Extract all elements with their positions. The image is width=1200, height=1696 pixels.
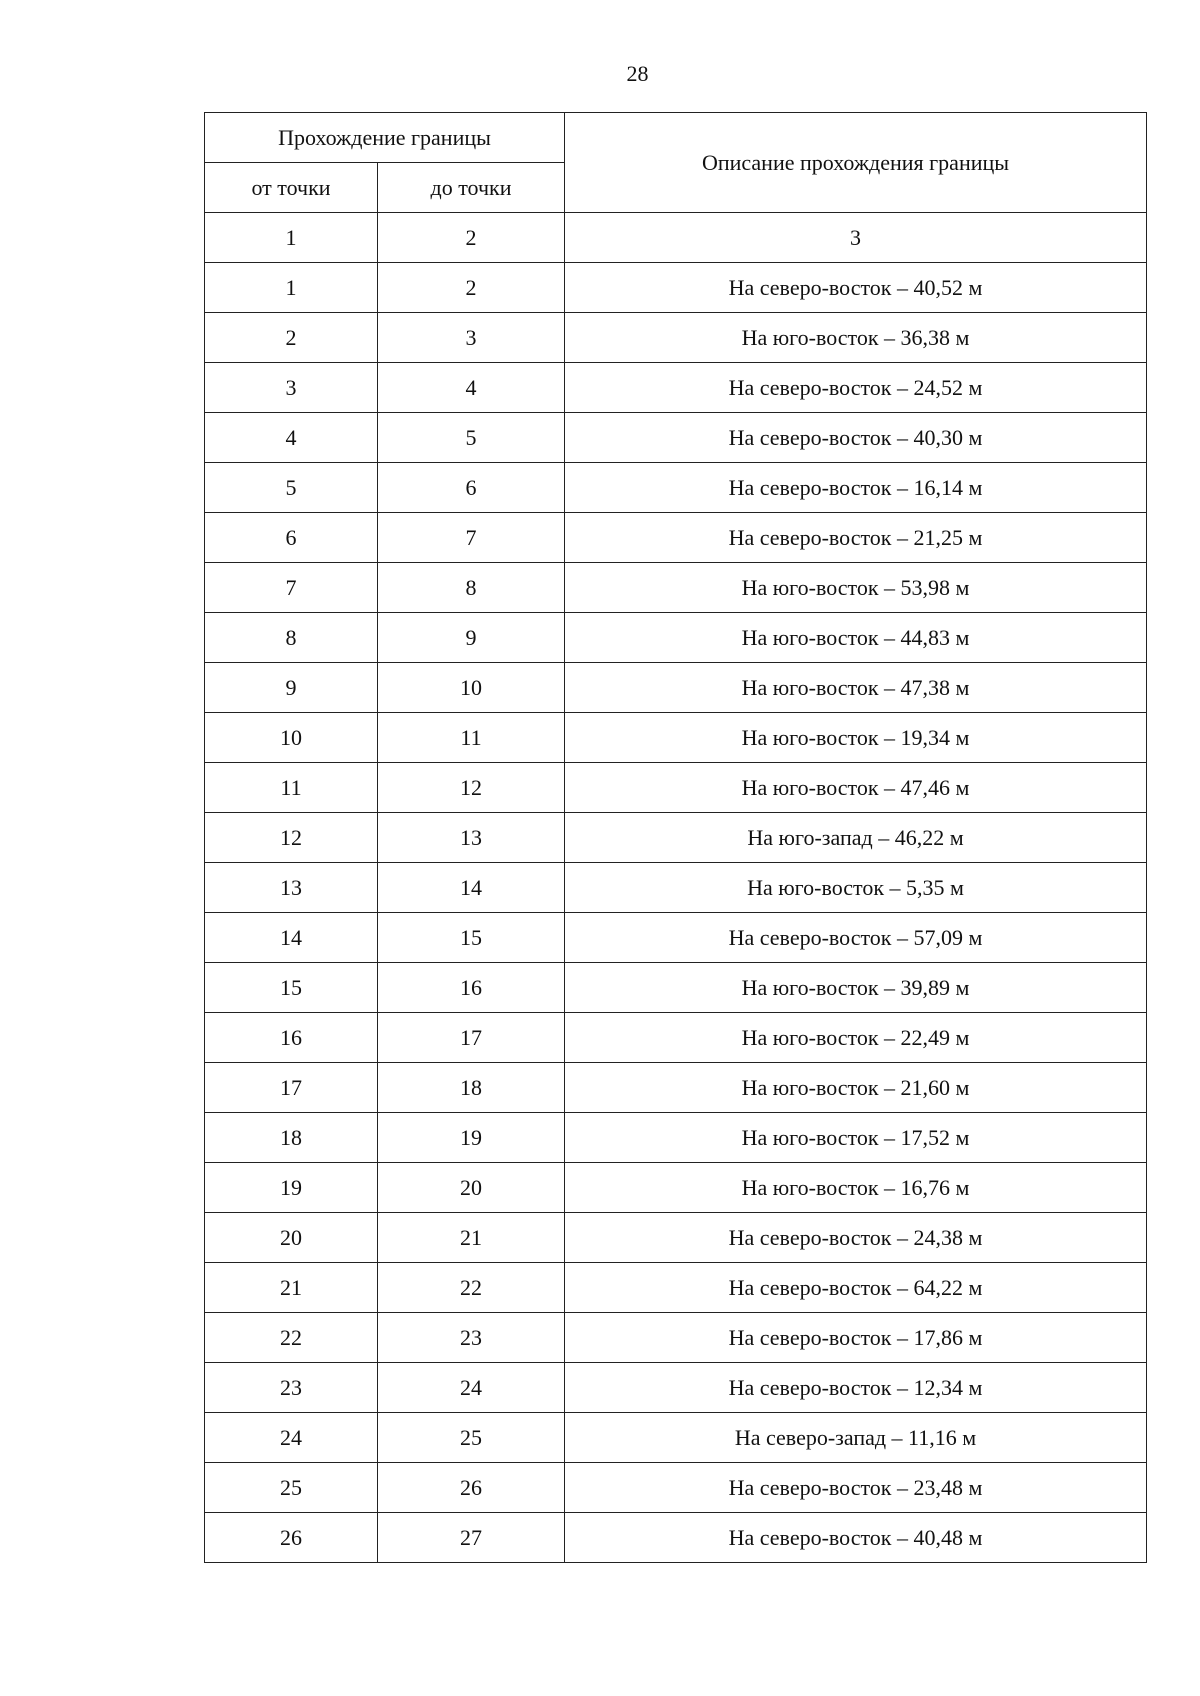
description-cell: На юго-восток – 17,52 м: [565, 1113, 1147, 1163]
description-cell: На северо-запад – 11,16 м: [565, 1413, 1147, 1463]
from-point-cell: 17: [205, 1063, 378, 1113]
table-row: [205, 763, 1147, 813]
boundary-table-body: [205, 113, 1147, 1563]
table-row: [205, 863, 1147, 913]
description-cell: На северо-восток – 40,48 м: [565, 1513, 1147, 1563]
table-row: [205, 363, 1147, 413]
to-point-cell: 10: [378, 663, 565, 713]
to-point-cell: 26: [378, 1463, 565, 1513]
description-cell: На юго-восток – 53,98 м: [565, 563, 1147, 613]
table-row: [205, 1313, 1147, 1363]
description-cell: На северо-восток – 57,09 м: [565, 913, 1147, 963]
description-cell: На северо-восток – 40,52 м: [565, 263, 1147, 313]
column-number-row: [205, 213, 1147, 263]
table-row: [205, 1363, 1147, 1413]
from-point-cell: 13: [205, 863, 378, 913]
from-point-cell: 19: [205, 1163, 378, 1213]
header-to-point: до точки: [378, 163, 565, 213]
from-point-cell: 4: [205, 413, 378, 463]
description-cell: На юго-запад – 46,22 м: [565, 813, 1147, 863]
description-cell: На северо-восток – 16,14 м: [565, 463, 1147, 513]
description-cell: На северо-восток – 21,25 м: [565, 513, 1147, 563]
to-point-cell: 9: [378, 613, 565, 663]
table-row: [205, 1463, 1147, 1513]
boundary-table: [204, 112, 1147, 1563]
from-point-cell: 9: [205, 663, 378, 713]
to-point-cell: 25: [378, 1413, 565, 1463]
from-point-cell: 14: [205, 913, 378, 963]
description-cell: На северо-восток – 40,30 м: [565, 413, 1147, 463]
from-point-cell: 18: [205, 1113, 378, 1163]
to-point-cell: 3: [378, 313, 565, 363]
description-cell: На северо-восток – 24,52 м: [565, 363, 1147, 413]
table-row: [205, 963, 1147, 1013]
from-point-cell: 12: [205, 813, 378, 863]
table-row: [205, 713, 1147, 763]
to-point-cell: 5: [378, 413, 565, 463]
to-point-cell: 16: [378, 963, 565, 1013]
to-point-cell: 22: [378, 1263, 565, 1313]
from-point-cell: 11: [205, 763, 378, 813]
from-point-cell: 16: [205, 1013, 378, 1063]
from-point-cell: 15: [205, 963, 378, 1013]
to-point-cell: 19: [378, 1113, 565, 1163]
table-row: [205, 1213, 1147, 1263]
to-point-cell: 24: [378, 1363, 565, 1413]
description-cell: На юго-восток – 16,76 м: [565, 1163, 1147, 1213]
description-cell: На юго-восток – 19,34 м: [565, 713, 1147, 763]
table-row: [205, 663, 1147, 713]
from-point-cell: 7: [205, 563, 378, 613]
from-point-cell: 2: [205, 313, 378, 363]
description-cell: На северо-восток – 17,86 м: [565, 1313, 1147, 1363]
table-row: [205, 1063, 1147, 1113]
to-point-cell: 2: [378, 263, 565, 313]
to-point-cell: 4: [378, 363, 565, 413]
header-description: Описание прохождения границы: [565, 113, 1147, 213]
to-point-cell: 23: [378, 1313, 565, 1363]
table-row: [205, 913, 1147, 963]
from-point-cell: 23: [205, 1363, 378, 1413]
to-point-cell: 8: [378, 563, 565, 613]
from-point-cell: 1: [205, 263, 378, 313]
table-row: [205, 1413, 1147, 1463]
to-point-cell: 14: [378, 863, 565, 913]
table-row: [205, 463, 1147, 513]
from-point-cell: 8: [205, 613, 378, 663]
description-cell: На юго-восток – 47,38 м: [565, 663, 1147, 713]
column-number: 2: [378, 213, 565, 263]
to-point-cell: 6: [378, 463, 565, 513]
description-cell: На северо-восток – 12,34 м: [565, 1363, 1147, 1413]
table-row: [205, 1113, 1147, 1163]
to-point-cell: 11: [378, 713, 565, 763]
table-row: [205, 513, 1147, 563]
header-row-top: [205, 113, 1147, 163]
header-from-point: от точки: [205, 163, 378, 213]
to-point-cell: 12: [378, 763, 565, 813]
column-number: 1: [205, 213, 378, 263]
table-row: [205, 413, 1147, 463]
from-point-cell: 21: [205, 1263, 378, 1313]
from-point-cell: 25: [205, 1463, 378, 1513]
table-row: [205, 313, 1147, 363]
from-point-cell: 24: [205, 1413, 378, 1463]
column-number: 3: [565, 213, 1147, 263]
to-point-cell: 7: [378, 513, 565, 563]
table-row: [205, 563, 1147, 613]
description-cell: На юго-восток – 39,89 м: [565, 963, 1147, 1013]
to-point-cell: 27: [378, 1513, 565, 1563]
to-point-cell: 13: [378, 813, 565, 863]
description-cell: На юго-восток – 21,60 м: [565, 1063, 1147, 1113]
description-cell: На северо-восток – 24,38 м: [565, 1213, 1147, 1263]
from-point-cell: 10: [205, 713, 378, 763]
from-point-cell: 3: [205, 363, 378, 413]
from-point-cell: 6: [205, 513, 378, 563]
table-row: [205, 1013, 1147, 1063]
description-cell: На юго-восток – 5,35 м: [565, 863, 1147, 913]
from-point-cell: 5: [205, 463, 378, 513]
description-cell: На северо-восток – 23,48 м: [565, 1463, 1147, 1513]
to-point-cell: 20: [378, 1163, 565, 1213]
to-point-cell: 15: [378, 913, 565, 963]
page-number: 28: [626, 61, 649, 86]
from-point-cell: 20: [205, 1213, 378, 1263]
to-point-cell: 17: [378, 1013, 565, 1063]
description-cell: На юго-восток – 22,49 м: [565, 1013, 1147, 1063]
to-point-cell: 21: [378, 1213, 565, 1263]
to-point-cell: 18: [378, 1063, 565, 1113]
description-cell: На юго-восток – 44,83 м: [565, 613, 1147, 663]
description-cell: На северо-восток – 64,22 м: [565, 1263, 1147, 1313]
table-row: [205, 263, 1147, 313]
table-row: [205, 613, 1147, 663]
description-cell: На юго-восток – 47,46 м: [565, 763, 1147, 813]
table-row: [205, 1263, 1147, 1313]
from-point-cell: 22: [205, 1313, 378, 1363]
table-row: [205, 813, 1147, 863]
table-row: [205, 1513, 1147, 1563]
header-boundary-passage: Прохождение границы: [205, 113, 565, 163]
description-cell: На юго-восток – 36,38 м: [565, 313, 1147, 363]
from-point-cell: 26: [205, 1513, 378, 1563]
table-row: [205, 1163, 1147, 1213]
